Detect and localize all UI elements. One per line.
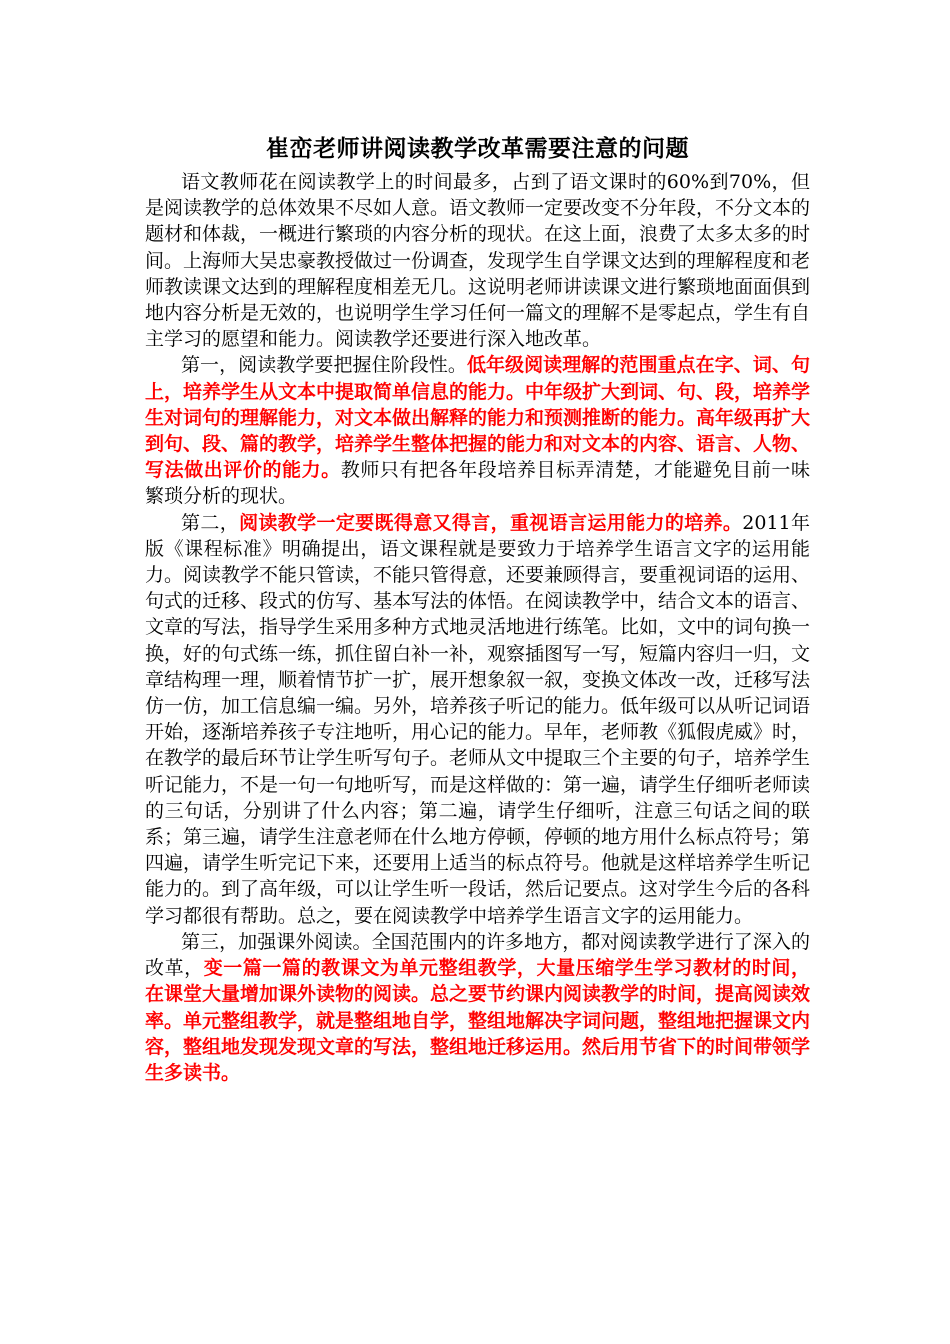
paragraph-point-one bbox=[145, 352, 810, 509]
paragraph-text: 第一，阅读教学要把握住阶段性。 bbox=[181, 354, 467, 377]
paragraph-text: 语文教师花在阅读教学上的时间最多，占到了语文课时的60%到70%，但是阅读教学的总体效果不尽如人意。语文教师一定要改变不分年段，不分文本的题材和体裁，一概进行繁琐的内容分析的现状。在这上面，浪费了太多太多的时间。上海师大吴忠豪教授做过一份调查，发现学生自学课文达到的理解程度和老师教读课文达到的理解程度相差无几。这说明老师讲读课文进行繁琐地面面俱到地内容分析是无效的，也说明学生学习任何一篇文的理解不是零起点，学生有自主学习的愿望和能力。阅读教学还要进行深入地改革。 bbox=[145, 171, 811, 351]
emphasized-text: 变一篇一篇的教课文为单元整组教学，大量压缩学生学习教材的时间，在课堂大量增加课外读物的阅读。总之要节约课内阅读教学的时间，提高阅读效率。单元整组教学，就是整组地自学，整组地解决字词问题，整组地把握课文内容，整组地发现发现文章的写法，整组地迁移运用。然后用节省下的时间带领学生多读书。 bbox=[145, 957, 811, 1084]
emphasized-text: 阅读教学一定要既得意又得言，重视语言运用能力的培养。 bbox=[239, 511, 743, 534]
paragraph-text: 第三，加强课外阅读。全国范围内的许多地方，都对阅读教学进行了深入的改革， bbox=[145, 930, 810, 980]
paragraph-text: 教师只有把各年段培养目标弄清楚，才能避免目前一味繁琐分析的现状。 bbox=[145, 459, 810, 508]
paragraph-text: 2011年版《课程标准》明确提出，语文课程就是要致力于培养学生语言文字的运用能力。阅读教学不能只管读，不能只管得意，还要兼顾得言，要重视词语的运用、句式的迁移、段式的仿写、基本写法的体悟。在阅读教学中，结合文本的语言、文章的写法，指导学生采用多种方式地灵活地进行练笔。比如，文中的词句换一换，好的句式练一练，抓住留白补一补，观察插图写一写，短篇内容归一归，文章结构理一理，顺着情节扩一扩，展开想象叙一叙，变换文体改一改，迁移写法仿一仿，加工信息编一编。另外，培养孩子听记的能力。低年级可以从听记词语开始，逐渐培养孩子专注地听，用心记的能力。早年，老师教《狐假虎威》时，在教学的最后环节让学生听写句子。老师从文中提取三个主要的句子，培养学生听记能力，不是一句一句地听写，而是这样做的：第一遍，请学生仔细听老师读的三句话，分别讲了什么内容；第二遍，请学生仔细听，注意三句话之间的联系；第三遍，请学生注意老师在什么地方停顿，停顿的地方用什么标点符号；第四遍，请学生听完记下来，还要用上适当的标点符号。他就是这样培养学生听记能力的。到了高年级，可以让学生听一段话，然后记要点。这对学生今后的各科学习都很有帮助。总之，要在阅读教学中培养学生语言文字的运用能力。 bbox=[145, 511, 811, 927]
document-page bbox=[145, 132, 810, 1086]
emphasized-text: 低年级阅读理解的范围重点在字、词、句上，培养学生从文本中提取简单信息的能力。中年级扩大到词、句、段，培养学生对词句的理解能力，对文本做出解释的能力和预测推断的能力。高年级再扩大到句、段、篇的教学，培养学生整体把握的能力和对文本的内容、语言、人物、写法做出评价的能力。 bbox=[145, 354, 811, 482]
paragraph-text: 第二， bbox=[181, 511, 240, 534]
paragraph-point-two bbox=[145, 510, 810, 929]
paragraph-point-three bbox=[145, 929, 810, 1086]
document-title: 崔峦老师讲阅读教学改革需要注意的问题 bbox=[266, 136, 689, 162]
paragraph-intro bbox=[145, 169, 810, 352]
